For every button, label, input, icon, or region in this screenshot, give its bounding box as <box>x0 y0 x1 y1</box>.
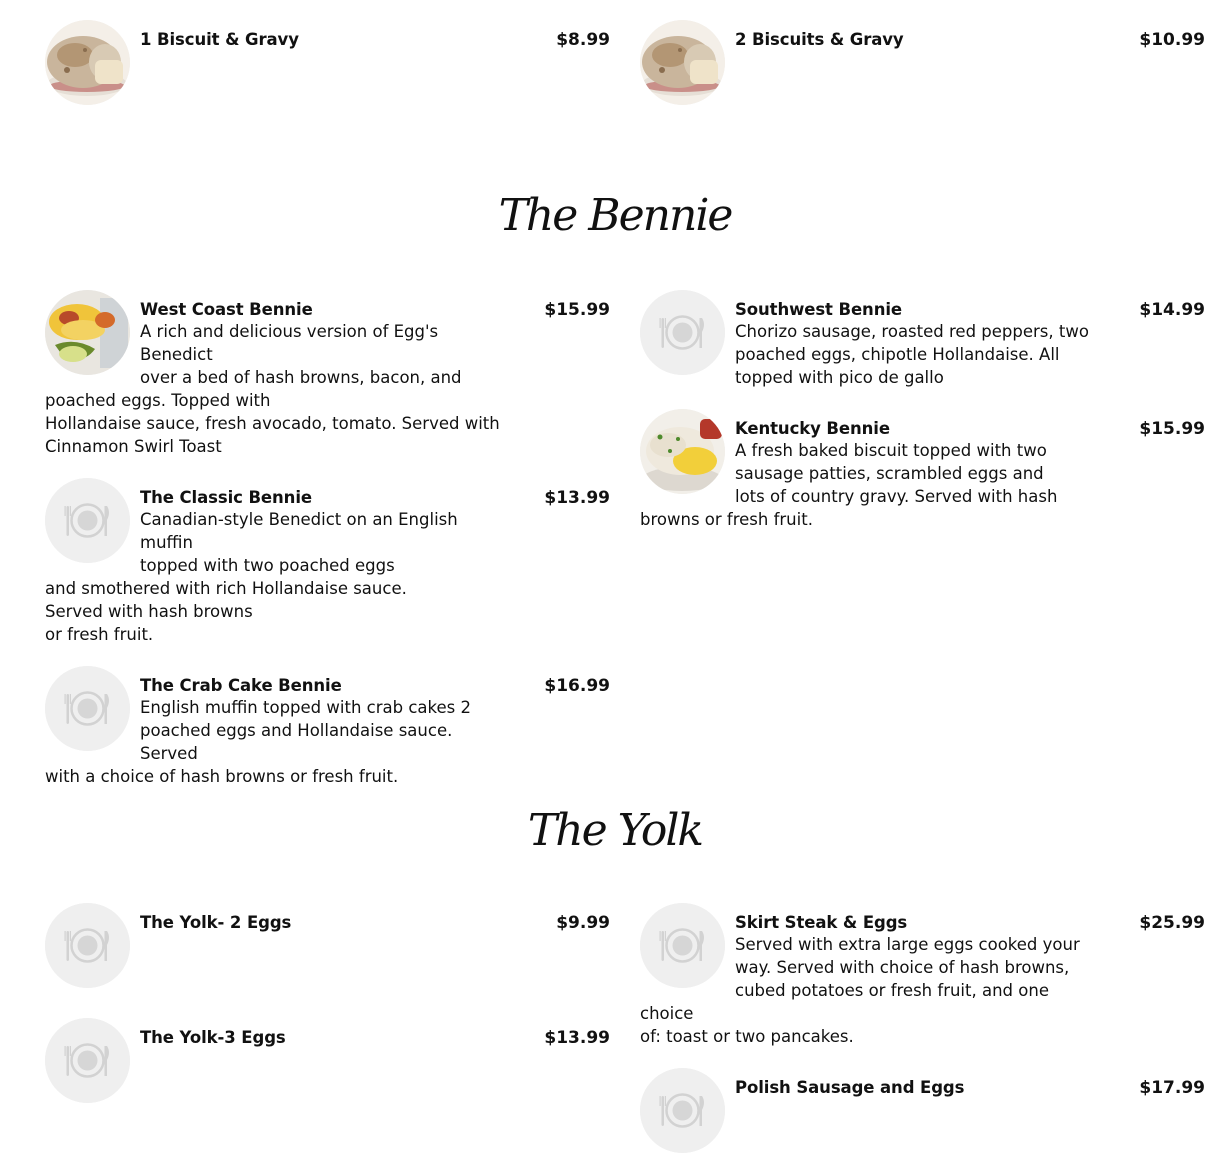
menu-item-yolk-2-eggs[interactable] <box>45 913 610 998</box>
menu-item-price: $8.99 <box>556 30 610 50</box>
menu-item-yolk-3-eggs[interactable] <box>45 1028 610 1103</box>
bennie-right-column <box>640 300 1205 788</box>
menu-item-description: A fresh baked biscuit topped with two sausage patties, scrambled eggs and lots of country gravy. Served with hash browns or fresh fruit. <box>640 441 1058 529</box>
menu-item-price: $14.99 <box>1139 300 1205 320</box>
menu-item-price: $9.99 <box>556 913 610 933</box>
menu-item-price: $13.99 <box>544 488 610 508</box>
plate-placeholder-icon <box>640 290 725 375</box>
menu-item-price: $10.99 <box>1139 30 1205 50</box>
plate-placeholder-icon <box>45 666 130 751</box>
biscuit-gravy-photo <box>640 20 725 105</box>
top-left-column <box>45 30 610 105</box>
menu-item-kentucky-bennie[interactable] <box>640 419 1205 531</box>
yolk-left-column <box>45 913 610 1153</box>
menu-item-name: West Coast Bennie <box>140 300 313 319</box>
section-title-bennie: The Bennie <box>498 190 732 241</box>
menu-item-price: $15.99 <box>1139 419 1205 439</box>
plate-placeholder-icon <box>640 1068 725 1153</box>
menu-item-name: The Yolk-3 Eggs <box>140 1028 286 1047</box>
kentucky-bennie-photo <box>640 409 725 494</box>
top-right-column <box>640 30 1205 105</box>
menu-item-name: Skirt Steak & Eggs <box>735 913 908 932</box>
menu-item-name: The Yolk- 2 Eggs <box>140 913 292 932</box>
menu-item-2-biscuits-gravy[interactable] <box>640 30 1205 105</box>
bennie-section <box>45 300 1205 788</box>
menu-item-description: Served with extra large eggs cooked your way. Served with choice of hash browns, cubed potatoes or fresh fruit, and one choice of: toast or two pancakes. <box>640 935 1080 1046</box>
menu-item-description: Canadian-style Benedict on an English muffin topped with two poached eggs and smothered with rich Hollandaise sauce. Served with hash browns or fresh fruit. <box>45 510 458 644</box>
menu-item-polish-sausage-eggs[interactable] <box>640 1078 1205 1153</box>
menu-item-name: 2 Biscuits & Gravy <box>735 30 904 49</box>
menu-item-name: The Crab Cake Bennie <box>140 676 342 695</box>
menu-item-price: $16.99 <box>544 676 610 696</box>
west-coast-bennie-photo <box>45 290 130 375</box>
plate-placeholder-icon <box>45 1018 130 1103</box>
menu-item-1-biscuit-gravy[interactable] <box>45 30 610 105</box>
menu-item-price: $13.99 <box>544 1028 610 1048</box>
menu-item-crab-cake-bennie[interactable] <box>45 676 610 788</box>
menu-item-west-coast-bennie[interactable] <box>45 300 610 458</box>
menu-item-price: $17.99 <box>1139 1078 1205 1098</box>
menu-item-name: 1 Biscuit & Gravy <box>140 30 299 49</box>
bennie-left-column <box>45 300 610 788</box>
menu-item-name: Kentucky Bennie <box>735 419 890 438</box>
plate-placeholder-icon <box>45 478 130 563</box>
menu-item-name: Polish Sausage and Eggs <box>735 1078 965 1097</box>
menu-item-description: English muffin topped with crab cakes 2 poached eggs and Hollandaise sauce. Served with a choice of hash browns or fresh fruit. <box>45 698 471 786</box>
menu-item-name: The Classic Bennie <box>140 488 312 507</box>
yolk-section <box>45 913 1205 1153</box>
menu-item-description: Chorizo sausage, roasted red peppers, two poached eggs, chipotle Hollandaise. All topped with pico de gallo <box>735 322 1089 387</box>
menu-item-classic-bennie[interactable] <box>45 488 610 646</box>
plate-placeholder-icon <box>640 903 725 988</box>
menu-item-description: A rich and delicious version of Egg's Benedict over a bed of hash browns, bacon, and poached eggs. Topped with Hollandaise sauce, fresh avocado, tomato. Served with Cinnamon Swirl Toast <box>45 322 500 456</box>
yolk-right-column <box>640 913 1205 1153</box>
section-title-yolk: The Yolk <box>527 805 703 856</box>
menu-item-price: $25.99 <box>1139 913 1205 933</box>
menu-item-southwest-bennie[interactable] <box>640 300 1205 389</box>
menu-item-name: Southwest Bennie <box>735 300 902 319</box>
plate-placeholder-icon <box>45 903 130 988</box>
top-items-row <box>45 30 1205 105</box>
menu-item-price: $15.99 <box>544 300 610 320</box>
biscuit-gravy-photo <box>45 20 130 105</box>
menu-item-skirt-steak-eggs[interactable] <box>640 913 1205 1048</box>
